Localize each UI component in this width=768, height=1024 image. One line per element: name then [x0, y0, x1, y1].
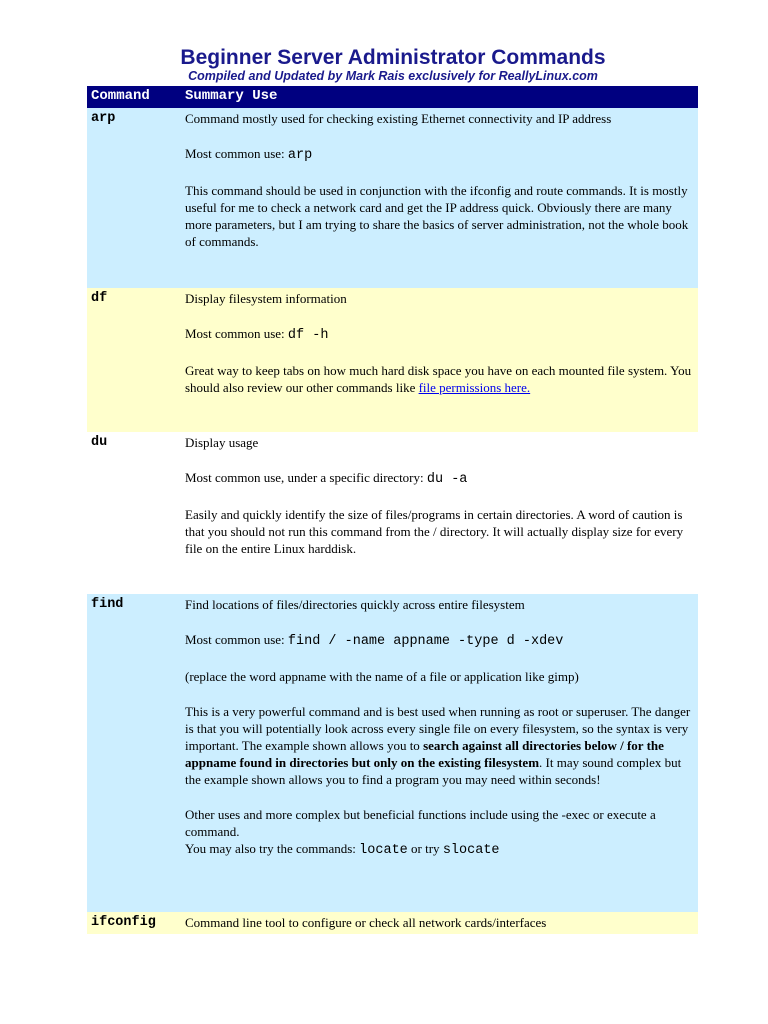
command-description — [185, 596, 697, 859]
detail-bold-text: search against all directories below / for the appname found in directories but only on the existing filesystem — [185, 738, 664, 770]
header-summary: Summary Use — [185, 88, 278, 104]
command-name: ifconfig — [91, 915, 156, 930]
detail-text: Great way to keep tabs on how much hard disk space you have on each mounted file system. You should also review our other commands like — [185, 363, 692, 395]
document-title: Beginner Server Administrator Commands — [180, 46, 606, 69]
common-use-code: du -a — [426, 472, 468, 487]
command-name: df — [91, 291, 108, 306]
command-name: find — [91, 597, 124, 612]
table-row-arp — [87, 108, 698, 288]
note-line: (replace the word appname with the name of a file or application like gimp) — [185, 669, 579, 684]
table-row-df — [87, 288, 698, 432]
try-label: You may also try the commands: — [185, 841, 360, 856]
header-command: Command — [91, 88, 150, 104]
try-commands — [185, 840, 697, 859]
detail-paragraph: This command should be used in conjunction with the ifconfig and route commands. It is mostly useful for me to check a network card and get the IP address quick. Obviously there are many more parameters, but I am trying to share the basics of server administration, not the whole book of commands. — [185, 183, 689, 249]
try-mid-text: or try — [407, 841, 443, 856]
command-name: du — [91, 435, 108, 450]
table-row-find — [87, 594, 698, 912]
table-row-du — [87, 432, 698, 594]
common-use — [185, 325, 697, 344]
file-permissions-link[interactable]: file permissions here. — [418, 380, 531, 395]
command-description — [185, 290, 697, 396]
common-use-code: df -h — [287, 328, 329, 343]
document-subtitle: Compiled and Updated by Mark Rais exclusively for ReallyLinux.com — [188, 69, 598, 83]
common-use — [185, 631, 697, 650]
table-row-ifconfig — [87, 912, 698, 934]
detail-paragraph — [185, 362, 697, 396]
detail-text-end: . It may sound complex but the example shown allows you to find a program you may need within seconds! — [185, 755, 682, 787]
other-uses: Other uses and more complex but beneficial functions include using the -exec or execute a command. — [185, 807, 656, 839]
summary-line: Display usage — [185, 435, 259, 450]
command-description — [185, 914, 697, 931]
common-use-label: Most common use: — [185, 632, 288, 647]
slocate-code: slocate — [442, 843, 500, 858]
common-use-label: Most common use, under a specific directory: — [185, 470, 427, 485]
common-use — [185, 469, 697, 488]
summary-line: Command line tool to configure or check all network cards/interfaces — [185, 915, 547, 930]
common-use-label: Most common use: — [185, 326, 288, 341]
summary-line: Find locations of files/directories quickly across entire filesystem — [185, 597, 525, 612]
summary-line: Display filesystem information — [185, 291, 347, 306]
common-use-code: arp — [287, 148, 313, 163]
detail-paragraph: Easily and quickly identify the size of files/programs in certain directories. A word of caution is that you should not run this command from the / directory. It will actually display size for every file on the entire Linux harddisk. — [185, 507, 684, 556]
command-name: arp — [91, 111, 116, 126]
detail-text: This is a very powerful command and is best used when running as root or superuser. The danger is that you will potentially look across every single file on every filesystem, so the syntax is very important. The example shown allows you to — [185, 704, 691, 753]
common-use-code: find / -name appname -type d -xdev — [287, 634, 564, 649]
table-header — [87, 86, 698, 108]
detail-paragraph — [185, 703, 697, 788]
locate-code: locate — [359, 843, 408, 858]
command-description — [185, 110, 697, 250]
command-description — [185, 434, 697, 557]
common-use — [185, 145, 697, 164]
summary-line: Command mostly used for checking existing Ethernet connectivity and IP address — [185, 111, 612, 126]
common-use-label: Most common use: — [185, 146, 288, 161]
